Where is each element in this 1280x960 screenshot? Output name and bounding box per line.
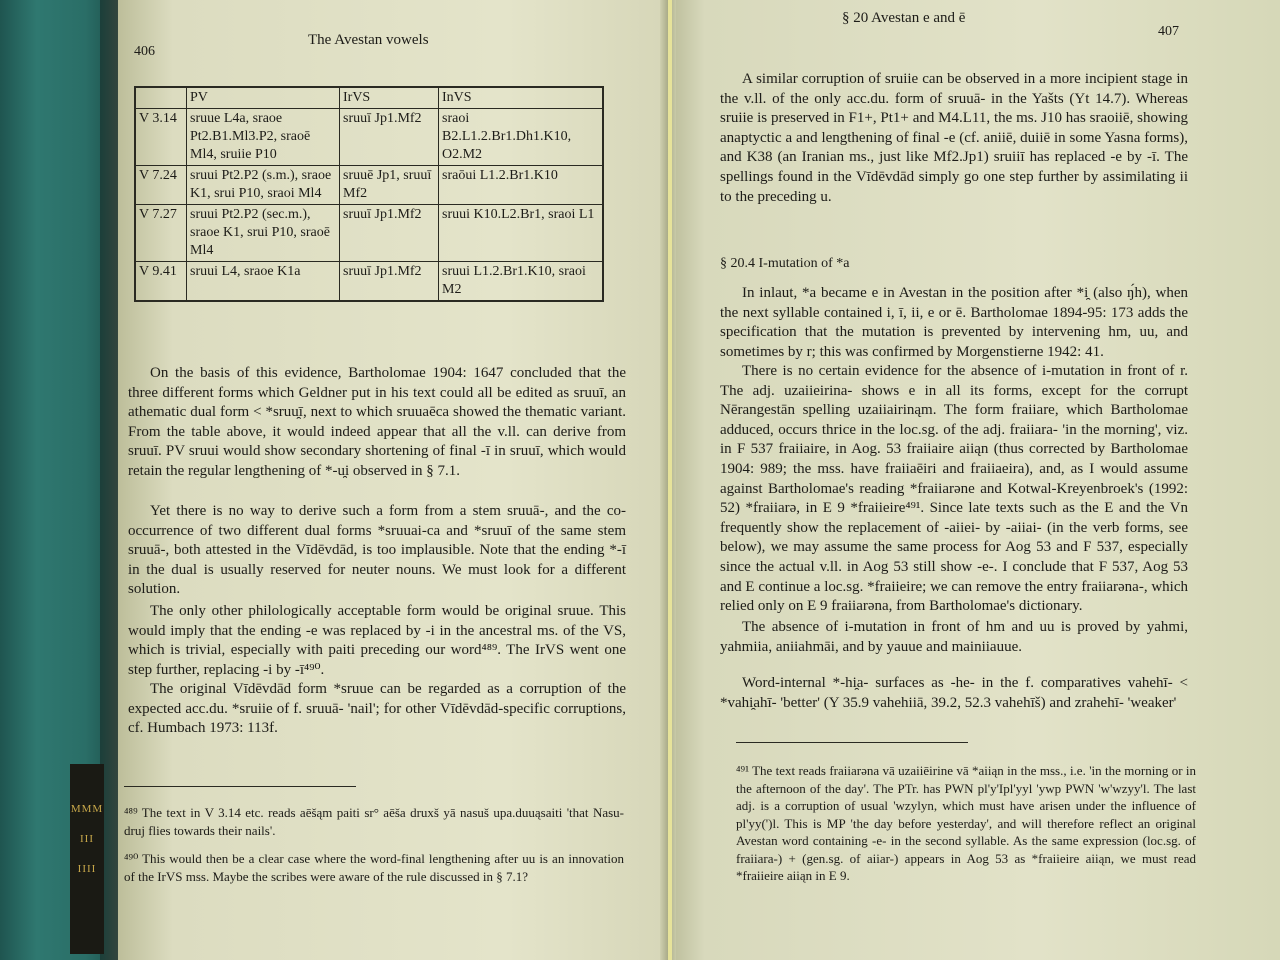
table-header-cell [135, 87, 187, 109]
table-cell: sruuī Jp1.Mf2 [340, 262, 439, 302]
table-cell: V 7.27 [135, 205, 187, 262]
table-cell: sruui Pt2.P2 (s.m.), sraoe K1, srui P10, sraoi Ml4 [187, 166, 340, 205]
table-header-cell: IrVS [340, 87, 439, 109]
table-row [135, 262, 603, 302]
table-cell: sruui L1.2.Br1.K10, sraoi M2 [439, 262, 604, 302]
body-paragraph: A similar corruption of sruiie can be observed in a more incipient stage in the v.ll. of the only acc.du. form of sruuā- in the Yašts (Yt 14.7). Whereas sruiie is preserved in F1+, Pt1+ and M4.L11, the ms. J10 has sraoiiē, showing anaptyctic a and lengthening of final -e (cf. aniiē, duiiē in some Yasna forms), and K38 (an Iranian ms., just like Mf2.Jp1) sruiiī has replaced -e by -ī. The spellings found in the Vīdēvdād simply go one step further by assimilating ii to the preceding u. [720, 71, 1188, 205]
spine-label-line: III [80, 833, 94, 845]
body-paragraph: Word-internal *-hi̯a- surfaces as -he- in the f. comparatives vahehī- < *vahi̯ahī- 'better' (Y 35.9 vahehiiā, 39.2, 52.3 vahehīš) and zrahehī- 'weaker' [720, 675, 1188, 711]
table-row [135, 109, 603, 166]
table-cell: sruuī Jp1.Mf2 [340, 205, 439, 262]
footnote: ⁴⁹¹ The text reads fraiiarəna vā uzaiiēirine vā *aiiąn in the mss., i.e. 'in the morning or in the afternoon of the day'. The PTr. has PWN pl'y'Ipl'yyl 'ywp PWN 'w'wzyy'l. The last adj. is a corruption of usual 'wzylyn, which must have arisen under the influence of pl'yy(')l. This is MP 'the day before yesterday', and will therefore reflect an original Avestan word containing -e- in the second syllable. As the same expression (loc.sg. of fraiiara-) + (gen.sg. of aiiar-) appears in Aog 53 as *fraiieire aiiąn, we must read *fraiieire aiiąn in E 9. [736, 763, 1196, 883]
table-cell: sruui K10.L2.Br1, sraoi L1 [439, 205, 604, 262]
table-cell: sruuī Jp1.Mf2 [340, 109, 439, 166]
spine-label-line: MMM [70, 803, 104, 815]
page-number-right: 407 [1158, 24, 1179, 39]
body-paragraph: The only other philologically acceptable form would be original sruue. This would imply that the ending -e was replaced by -i in the ancestral ms. of the VS, which is trivial, especially with paiti preceding our word⁴⁸⁹. The IrVS went one step further, replacing -i by -ī⁴⁹⁰. [128, 603, 626, 678]
page-edge [668, 0, 672, 960]
body-paragraph: The original Vīdēvdād form *sruue can be regarded as a corruption of the expected acc.du. *sruiie of f. sruuā- 'nail'; for other Vīdēvdād-specific corruptions, cf. Humbach 1973: 113f. [128, 681, 626, 737]
body-paragraph: There is no certain evidence for the absence of i-mutation in front of r. The adj. uzaiieirina- shows e in all its forms, except for the corrupt Nērangestān spelling uzaiiairinąm. The form fraiiare, which Bartholomae adduced, occurs thrice in the loc.sg. of the adj. fraiiara- 'in the morning', viz. in F 537 fraiiaire, in Aog. 53 fraiiaire aiiąn (thus corrected by Bartholomae 1904: 989; the mss. have fraiiaēiri and fraiiaeira), and, as I would assume against Bartholomae's reading *fraiiarəne and Kotwal-Kreyenbroek's (1992: 52) *fraiiarə, in E 9 *fraiieire⁴⁹¹. Since late texts such as the E and the Vn frequently show the replacement of -aiiei- by -aiiai- (in the verb forms, see below), we may assume the same process for Aog 53 and F 537, especially since the actual v.ll. in Aog 53 still show -e-. I conclude that F 537, Aog 53 and E continue a loc.sg. *fraiieire; we can remove the entry fraiiarəna-, which relied only on E 9 fraiiarəna, from Bartholomae's dictionary. [720, 363, 1188, 615]
manuscript-table [134, 86, 604, 302]
table-cell: V 7.24 [135, 166, 187, 205]
footnote-rule [736, 742, 968, 743]
table-cell: sruui L4, sraoe K1a [187, 262, 340, 302]
body-paragraph: In inlaut, *a became e in Avestan in the position after *i̯ (also ŋ́h), when the next syllable contained i, ī, ii, e or ē. Bartholomae 1894-95: 173 adds the specification that the mutation is prevented by intervening hm, uu, and sometimes by r; this was confirmed by Morgenstierne 1942: 41. [720, 285, 1188, 360]
spine-label-line: IIII [77, 863, 97, 875]
table-cell: sruuē Jp1, sruuī Mf2 [340, 166, 439, 205]
section-heading: § 20.4 I-mutation of *a [720, 256, 850, 271]
spine-label [70, 764, 104, 954]
body-paragraph: Yet there is no way to derive such a form from a stem sruuā-, and the co-occurrence of two different dual forms *sruuai-ca and *sruuī of the same stem sruuā-, both attested in the Vīdēvdād, is too implausible. Note that the ending *-ī in the dual is usually reserved for neuter nouns. We must look for a different solution. [128, 503, 626, 598]
table-cell: sruui Pt2.P2 (sec.m.), sraoe K1, srui P10, sraoē Ml4 [187, 205, 340, 262]
page-number-left: 406 [134, 44, 155, 59]
table-row [135, 166, 603, 205]
footnote: ⁴⁹⁰ This would then be a clear case where the word-final lengthening after uu is an innovation of the IrVS mss. Maybe the scribes were aware of the rule discussed in § 7.1? [124, 851, 624, 884]
running-head-left: The Avestan vowels [308, 32, 429, 48]
footnote: ⁴⁸⁹ The text in V 3.14 etc. reads aēšąm paiti sr° aēša druxš yā nasuš upa.duuąsaiti 'that Nasu-druj flies towards their nails'. [124, 805, 624, 838]
table-cell: sraōui L1.2.Br1.K10 [439, 166, 604, 205]
table-row [135, 205, 603, 262]
running-head-right: § 20 Avestan e and ē [842, 10, 966, 26]
body-paragraph: On the basis of this evidence, Bartholomae 1904: 1647 concluded that the three different forms which Geldner put in his text could all be edited as sruuī, an athematic dual form < *sruu̯ī, next to which sruuaēca showed the thematic variant. From the table above, it would indeed appear that all the v.ll. can derive from sruuī. PV sruui would show secondary shortening of final -ī in sruuī, which would retain the regular lengthening of *-u̯i observed in § 7.1. [128, 365, 626, 479]
table-cell: sruue L4a, sraoe Pt2.B1.Ml3.P2, sraoē Ml4, sruiie P10 [187, 109, 340, 166]
body-paragraph: The absence of i-mutation in front of hm and uu is proved by yahmi, yahmiia, aniiahmāi, and by yauue and mainiiauue. [720, 619, 1188, 655]
table-cell: V 9.41 [135, 262, 187, 302]
footnote-rule [124, 786, 356, 787]
table-cell: sraoi B2.L1.2.Br1.Dh1.K10, O2.M2 [439, 109, 604, 166]
table-header-cell: InVS [439, 87, 604, 109]
table-header-cell: PV [187, 87, 340, 109]
table-cell: V 3.14 [135, 109, 187, 166]
table-header-row [135, 87, 603, 109]
